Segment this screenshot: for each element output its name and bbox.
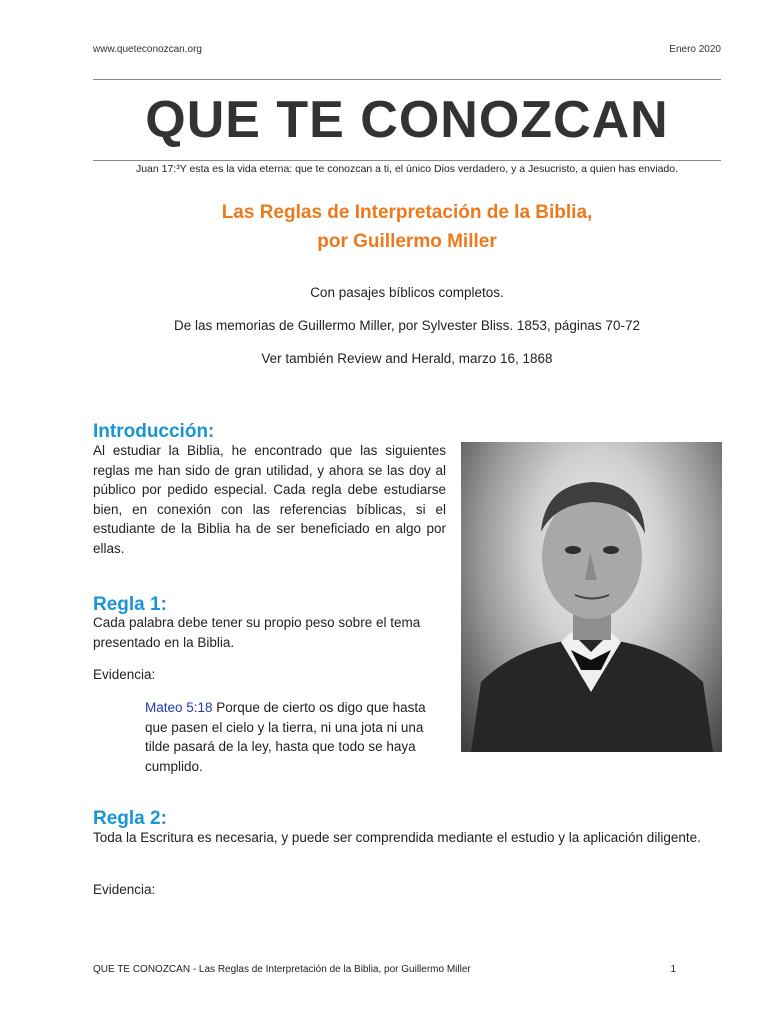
rule2-evidence-label: Evidencia: [93,882,156,897]
document-title [93,198,721,256]
subtitle-see-also: Ver también Review and Herald, marzo 16, 1868 [261,351,553,366]
rule2-heading: Regla 2: [93,808,167,829]
document-title-line1: Las Reglas de Interpretación de la Biblia, [221,202,593,223]
portrait-image [461,442,722,752]
bible-verse: Juan 17:³Y esta es la vida eterna: que te conozcan a ti, el único Dios verdadero, y a Jesucristo, a quien has enviado. [135,163,679,175]
subtitle-complete-passages: Con pasajes bíblicos completos. [310,285,504,300]
rule1-evidence [145,698,446,776]
document-title-line2: por Guillermo Miller [317,231,497,252]
header-divider [93,79,721,80]
rule2-paragraph: Toda la Escritura es necesaria, y puede ser comprendida mediante el estudio y la aplicación diligente. [93,830,701,845]
brand-divider [93,160,721,161]
intro-heading: Introducción: [93,421,215,442]
portrait-illustration [461,442,722,752]
rule1-scripture-reference[interactable]: Mateo 5:18 [145,700,213,715]
rule1-scripture-text: Porque de cierto os digo que hasta que pasen el cielo y la tierra, ni una jota ni una tilde pasará de la ley, hasta que todo se haya cumplido. [145,700,426,774]
site-url[interactable]: www.queteconozcan.org [93,44,202,55]
rule1-evidence-label: Evidencia: [93,667,156,682]
rule1-paragraph: Cada palabra debe tener su propio peso sobre el tema presentado en la Biblia. [93,615,421,650]
page-number: 1 [670,964,676,975]
footer-text: QUE TE CONOZCAN - Las Reglas de Interpretación de la Biblia, por Guillermo Miller [93,964,471,975]
brand-title: QUE TE CONOZCAN [145,91,669,149]
rule1-heading: Regla 1: [93,594,167,615]
subtitle-source: De las memorias de Guillermo Miller, por Sylvester Bliss. 1853, páginas 70-72 [174,318,640,333]
header-date: Enero 2020 [669,44,721,55]
intro-paragraph: Al estudiar la Biblia, he encontrado que las siguientes reglas me han sido de gran utilidad, y ahora se las doy al público por pedido especial. Cada regla debe estudiarse bien, en conexión con las referencias bíblicas, si el estudiante de la Biblia ha de ser beneficiado en algo por ellas. [93,443,446,556]
